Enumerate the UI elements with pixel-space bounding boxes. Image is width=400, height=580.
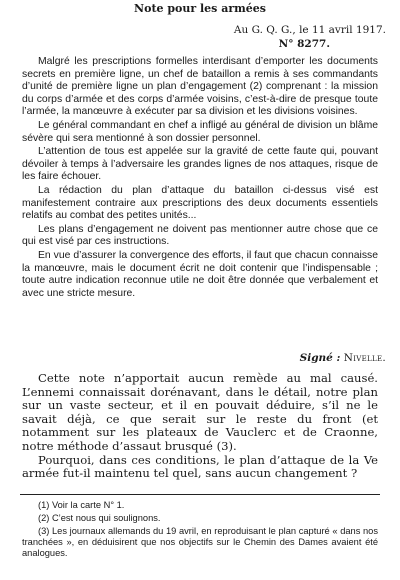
footnote: (2) C’est nous qui soulignons. (38, 513, 161, 523)
signature (300, 352, 386, 364)
signature-label: Signé : (299, 352, 341, 364)
footnote: (3) Les journaux allemands du 19 avril, en reproduisant le plan capturé « dans nos tranchées », en déduisirent que nos objectifs sur le Chemin des Dames avaient été analogues. (22, 526, 378, 558)
footnote-divider (20, 494, 380, 495)
note-paragraph: Malgré les prescriptions formelles interdisant d’emporter les documents secrets en première ligne, un chef de bataillon a remis à ses commandants d’unité de première ligne un plan d’engagement (2) comprenant : la mission du corps d’armée et des corps d’armée voisins, c’est-à-dire de presque toute l’armée, la manœuvre à exécuter par sa division et les divisions voisines. (22, 56, 378, 118)
note-paragraph: Le général commandant en chef a infligé au général de division un blâme sévère qui sera mentionné à son dossier personnel. (22, 119, 378, 144)
footnotes (22, 500, 378, 561)
note-body (22, 56, 378, 301)
note-paragraph: La rédaction du plan d’attaque du bataillon ci-dessus visé est manifestement contraire aux prescriptions des deux documents essentiels relatifs au combat des petites unités... (22, 184, 378, 222)
dateline: Au G. Q. G., le 11 avril 1917. (233, 24, 386, 36)
commentary-paragraph: Pourquoi, dans ces conditions, le plan d’attaque de la Ve armée fut-il maintenu tel quel, sans aucun changement ? (22, 452, 378, 481)
note-title: Note pour les armées (134, 2, 266, 15)
commentary-body (22, 372, 378, 481)
note-paragraph: En vue d’assurer la convergence des efforts, il faut que chacun connaisse la manœuvre, mais le document écrit ne doit contenir que l’indispensable ; toute autre indication reconnue utile ne doit être donnée que verbalement et avec une stricte mesure. (22, 249, 378, 299)
signature-name: Nivelle. (343, 352, 386, 364)
note-number: N° 8277. (278, 38, 330, 50)
commentary-paragraph: Cette note n’apportait aucun remède au mal causé. L’ennemi connaissait dorénavant, dans le détail, notre plan sur un vaste secteur, et il en pouvait déduire, s’il ne le savait déjà, ce que serait sur le reste du front (et notamment sur les plateaux de Vauclerc et de Craonne, notre méthode d’assaut brusqué (3). (22, 371, 378, 453)
note-paragraph: L’attention de tous est appelée sur la gravité de cette faute qui, pouvant dévoiler à temps à l’adversaire les grandes lignes de nos attaques, risque de les faire échouer. (22, 146, 378, 183)
footnote: (1) Voir la carte N° 1. (38, 500, 125, 510)
note-paragraph: Les plans d’engagement ne doivent pas mentionner autre chose que ce qui est visé par ces instructions. (22, 223, 378, 248)
